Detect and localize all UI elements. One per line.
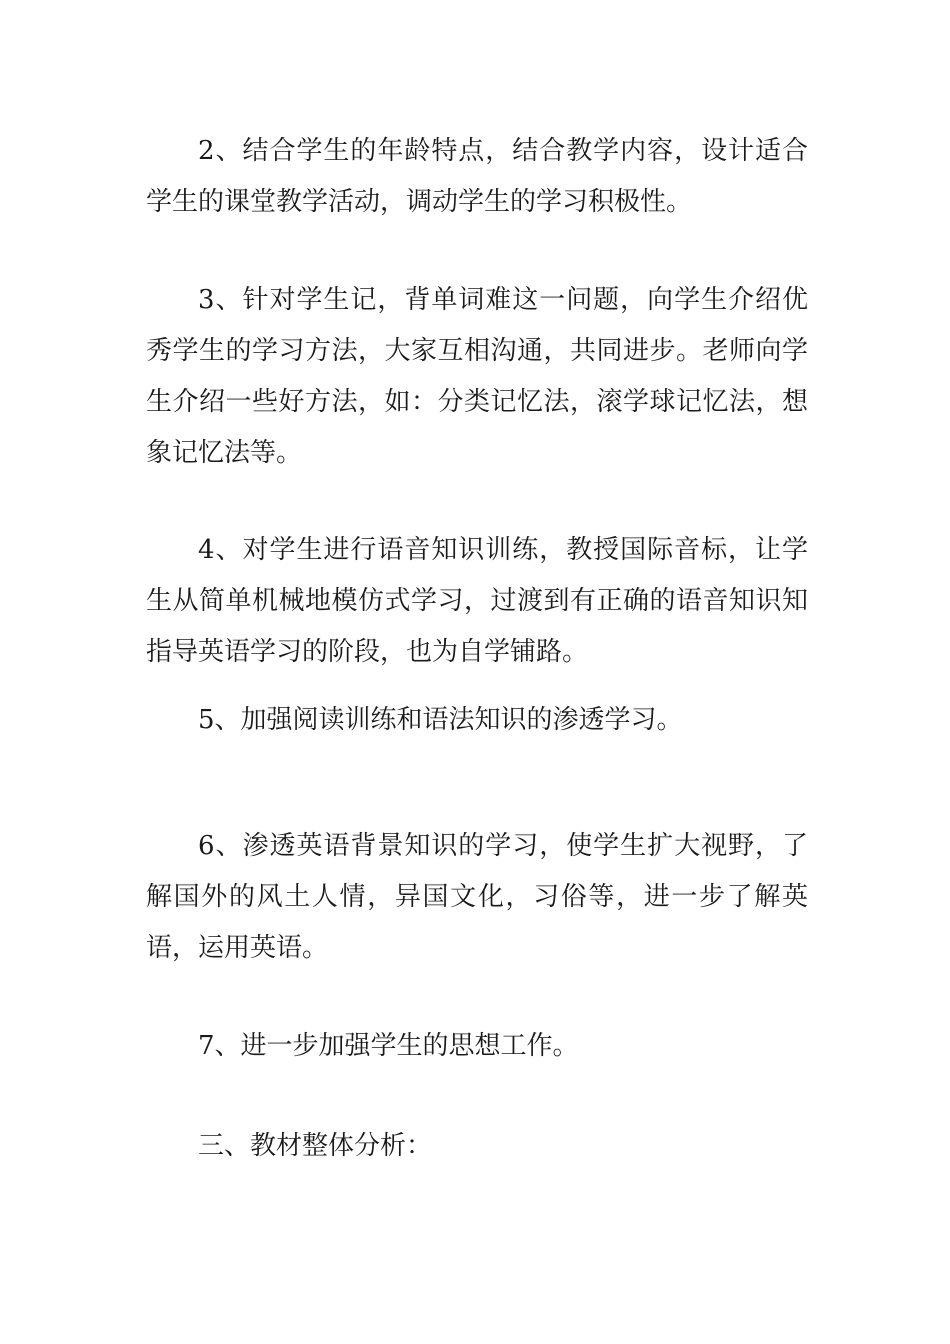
paragraph-item-4: 4、对学生进行语音知识训练，教授国际音标，让学生从简单机械地模仿式学习，过渡到有正确的语音知识知指导英语学习的阶段，也为自学铺路。: [146, 535, 808, 667]
paragraph-item-7: 7、进一步加强学生的思想工作。: [198, 1031, 579, 1061]
paragraph-item-5: 5、加强阅读训练和语法知识的渗透学习。: [198, 705, 683, 735]
section-heading-textbook-analysis: 三、教材整体分析：: [198, 1131, 433, 1161]
paragraph-item-6: 6、渗透英语背景知识的学习，使学生扩大视野，了解国外的风土人情，异国文化，习俗等，进一步了解英语，运用英语。: [146, 831, 808, 963]
paragraph-item-3: 3、针对学生记，背单词难这一问题，向学生介绍优秀学生的学习方法，大家互相沟通，共同进步。老师向学生介绍一些好方法，如：分类记忆法，滚学球记忆法，想象记忆法等。: [146, 285, 808, 468]
paragraph-item-2: 2、结合学生的年龄特点，结合教学内容，设计适合学生的课堂教学活动，调动学生的学习积极性。: [146, 136, 808, 217]
